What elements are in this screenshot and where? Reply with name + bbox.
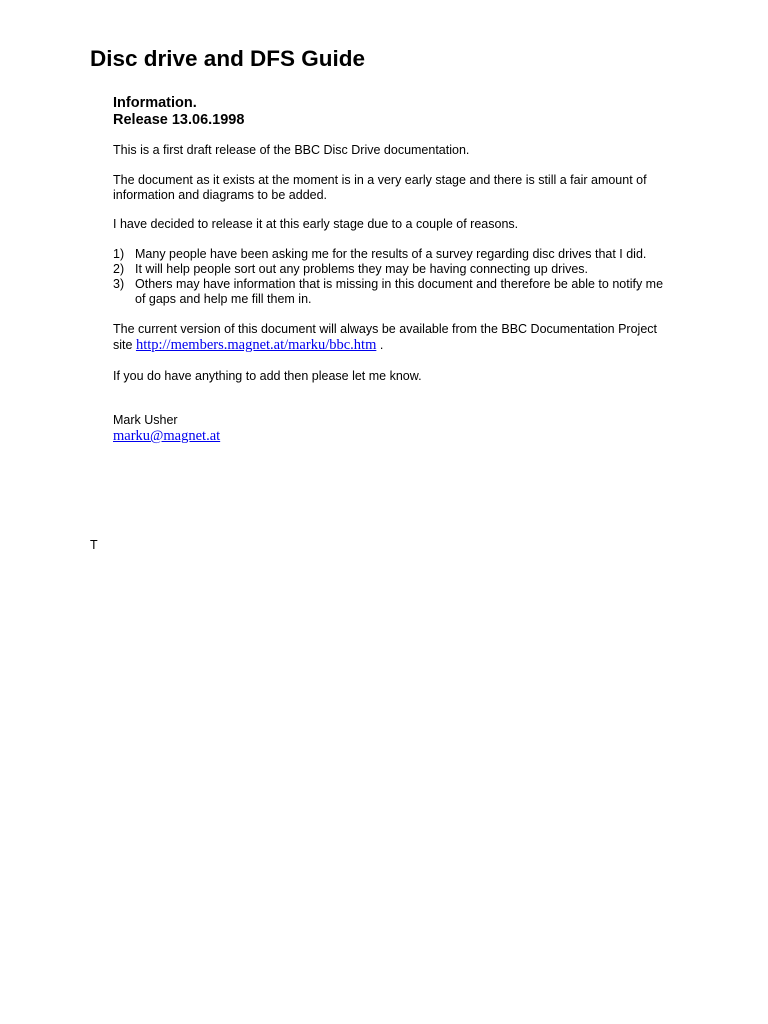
current-version-paragraph: [113, 321, 673, 353]
current-version-text: The current version of this document will always be available from the BBC Documentation Project site: [113, 322, 658, 352]
list-item-number: 1): [113, 247, 125, 261]
list-item-text: Many people have been asking me for the results of a survey regarding disc drives that I did.: [135, 247, 647, 261]
stray-character: T: [90, 538, 98, 552]
information-heading: Information.: [113, 95, 197, 111]
decided-paragraph: I have decided to release it at this early stage due to a couple of reasons.: [113, 217, 519, 231]
list-item: [113, 277, 673, 307]
list-item-number: 3): [113, 277, 125, 291]
list-item-number: 2): [113, 262, 125, 276]
early-stage-paragraph: The document as it exists at the moment is in a very early stage and there is still a fair amount of information and diagrams to be added.: [113, 173, 647, 202]
list-item-text: It will help people sort out any problems they may be having connecting up drives.: [135, 262, 589, 276]
list-item: [113, 262, 673, 277]
author-email-link[interactable]: marku@magnet.at: [113, 428, 221, 444]
list-item-text: Others may have information that is missing in this document and therefore be able to notify me of gaps and help me fill them in.: [135, 277, 664, 306]
author-name: Mark Usher: [113, 413, 178, 427]
reasons-list: [113, 247, 673, 307]
draft-paragraph: This is a first draft release of the BBC Disc Drive documentation.: [113, 143, 470, 157]
current-version-period: .: [379, 338, 384, 352]
release-date: Release 13.06.1998: [113, 112, 245, 128]
list-item: [113, 247, 673, 262]
bbc-documentation-link[interactable]: http://members.magnet.at/marku/bbc.htm: [135, 337, 377, 353]
add-paragraph: If you do have anything to add then please let me know.: [113, 369, 422, 383]
author-email-line: [113, 429, 673, 444]
page-title: Disc drive and DFS Guide: [90, 46, 366, 71]
